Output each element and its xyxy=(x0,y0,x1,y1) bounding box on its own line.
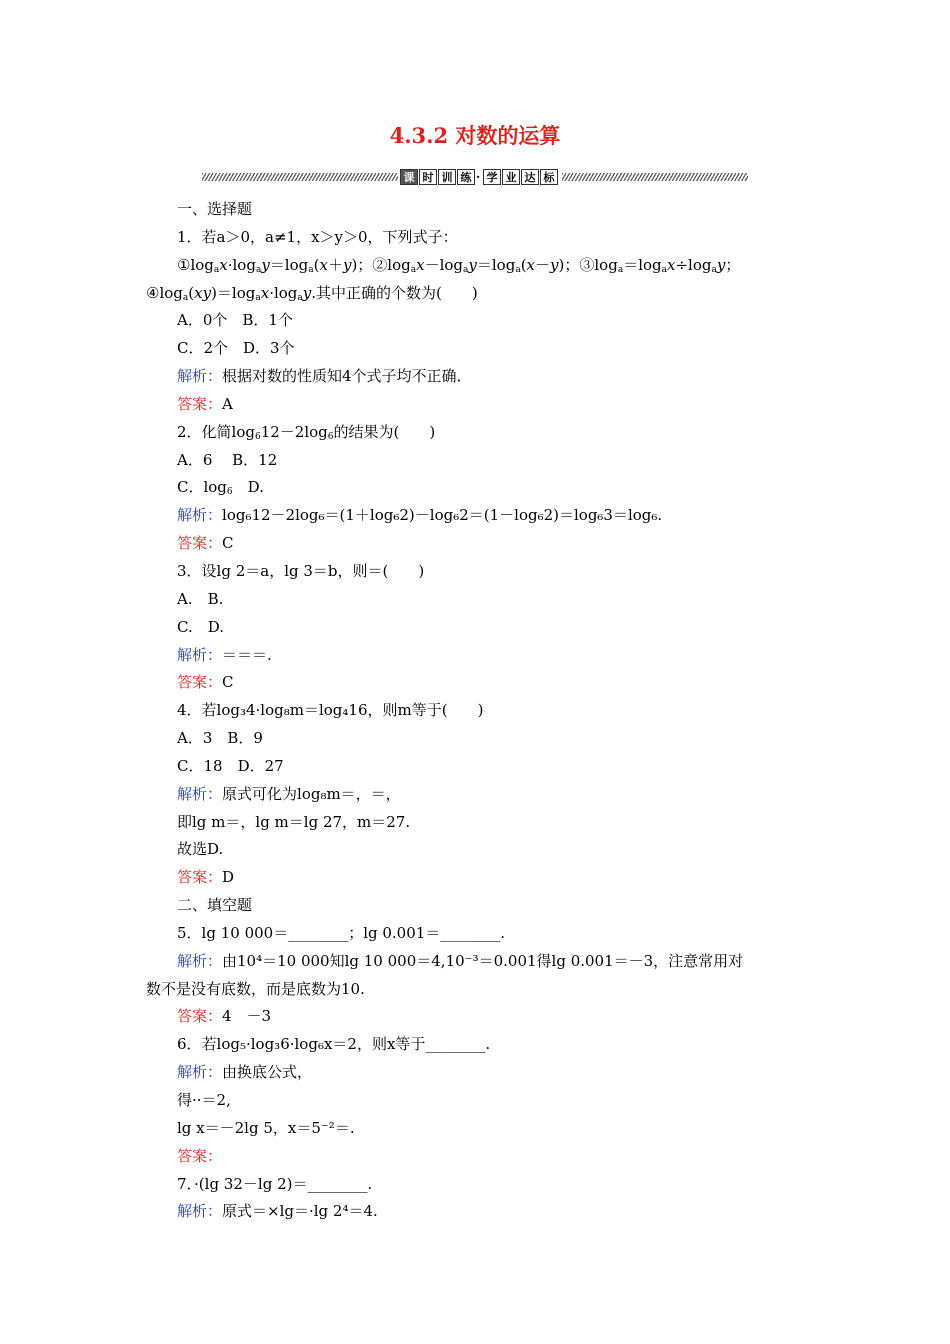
banner-char: 达 xyxy=(521,169,539,185)
section-heading: 二、填空题 xyxy=(177,896,253,915)
analysis-line xyxy=(146,642,806,670)
analysis-continuation: 数不是没有底数，而是底数为10. xyxy=(146,979,365,998)
analysis-continuation: lg x＝－2lg 5，x＝5⁻²＝. xyxy=(177,1118,355,1137)
answer-label: 答案： xyxy=(177,673,223,692)
analysis-text: 根据对数的性质知4个式子均不正确． xyxy=(222,367,472,386)
analysis-continuation: 故选D. xyxy=(177,840,224,859)
banner-char: 标 xyxy=(540,169,558,185)
analysis-line xyxy=(146,502,806,530)
options-line: C．2个 D．3个 xyxy=(177,339,295,358)
question-stem: 6．若log₅·log₃6·log₆x＝2，则x等于________. xyxy=(177,1035,491,1054)
options-line: A．0个 B．1个 xyxy=(177,311,293,330)
options-line: C．18 D．27 xyxy=(177,756,284,775)
analysis-label: 解析： xyxy=(177,506,223,525)
analysis-text: 原式＝×lg＝·lg 2⁴＝4. xyxy=(222,1202,378,1221)
question-stem: 2．化简$\log_612-2\log_6$的结果为( ) xyxy=(177,422,436,442)
analysis-line xyxy=(146,948,806,976)
banner-tag-left xyxy=(400,168,476,186)
options-line: A．3 B．9 xyxy=(177,729,263,748)
question-formula-line: $④\log_a(xy)=\log_ax\cdot\log_ay$.其中正确的个数为( ) xyxy=(146,283,478,303)
analysis-line xyxy=(146,1198,806,1226)
analysis-label: 解析： xyxy=(177,645,223,664)
analysis-continuation: 得··＝2, xyxy=(177,1091,231,1109)
analysis-text: log₆12－2log₆＝(1＋log₆2)－log₆2＝(1－log₆2)＝log₆3＝log₆. xyxy=(222,506,663,525)
question-stem: 5．lg 10 000＝________；lg 0.001＝________. xyxy=(177,923,506,942)
question-stem: 4．若log₃4·log₈m＝log₄16，则m等于( ) xyxy=(177,701,484,720)
answer-value: D xyxy=(222,868,235,887)
question-stem: 1．若a＞0，a≠1，x＞y＞0，下列式子： xyxy=(177,227,458,246)
options-line: C. D. xyxy=(177,617,224,636)
question-formula-line: $①\log_ax\cdot\log_ay=\log_a(x+y)$；$②\log_ax-\log_ay=\log_a(x-y)$；$③\log_a=\log_ax\div\log_ay$； xyxy=(177,255,741,275)
analysis-label: 解析： xyxy=(177,1202,223,1221)
section-banner xyxy=(202,168,748,186)
banner-char: 学 xyxy=(483,169,501,185)
analysis-label: 解析： xyxy=(177,1063,223,1082)
answer-line xyxy=(146,530,806,558)
banner-char: 时 xyxy=(419,169,437,185)
answer-line xyxy=(146,669,806,697)
question-stem: 7．·(lg 32－lg 2)＝________. xyxy=(177,1174,373,1193)
answer-line xyxy=(146,391,806,419)
banner-char: 训 xyxy=(438,169,456,185)
banner-char: 业 xyxy=(502,169,520,185)
banner-hatch-left xyxy=(202,173,398,181)
banner-hatch-right xyxy=(562,173,748,181)
answer-value: C xyxy=(222,673,234,692)
exercise-content xyxy=(146,196,806,1226)
banner-dot: · xyxy=(476,170,481,184)
analysis-label: 解析： xyxy=(177,367,223,386)
banner-char: 练 xyxy=(457,169,475,185)
analysis-text: 由换底公式， xyxy=(222,1063,313,1082)
options-line: A．6 B．12 xyxy=(177,450,278,469)
answer-line xyxy=(146,864,806,892)
analysis-text: ＝＝＝. xyxy=(222,645,272,664)
analysis-line xyxy=(146,781,806,809)
answer-value: A xyxy=(222,394,233,413)
analysis-label: 解析： xyxy=(177,951,223,970)
options-line: A. B. xyxy=(177,589,224,608)
answer-label: 答案： xyxy=(177,1007,223,1026)
section-heading: 一、选择题 xyxy=(177,200,253,218)
answer-value: C xyxy=(222,534,234,553)
analysis-line xyxy=(146,1059,806,1087)
analysis-text: 由10⁴＝10 000知lg 10 000＝4,10⁻³＝0.001得lg 0.001＝－3，注意常用对 xyxy=(222,951,744,970)
answer-label: 答案： xyxy=(177,1146,223,1165)
banner-char: 课 xyxy=(400,169,418,185)
question-stem: 3．设lg 2＝a，lg 3＝b，则＝( ) xyxy=(177,561,425,580)
banner-tag-right xyxy=(483,168,559,186)
analysis-label: 解析： xyxy=(177,784,223,803)
answer-line xyxy=(146,1003,806,1031)
options-line: C．$\log_6$ D. xyxy=(177,478,264,498)
analysis-continuation: 即lg m＝，lg m＝lg 27，m＝27. xyxy=(177,812,411,831)
answer-label: 答案： xyxy=(177,868,223,887)
answer-label: 答案： xyxy=(177,394,223,413)
answer-label: 答案： xyxy=(177,534,223,553)
answer-line xyxy=(146,1143,806,1171)
analysis-line xyxy=(146,363,806,391)
page-title: 4.3.2 对数的运算 xyxy=(389,123,561,148)
analysis-text: 原式可化为log₈m＝，＝， xyxy=(222,784,401,803)
answer-value: 4 －3 xyxy=(222,1007,272,1026)
